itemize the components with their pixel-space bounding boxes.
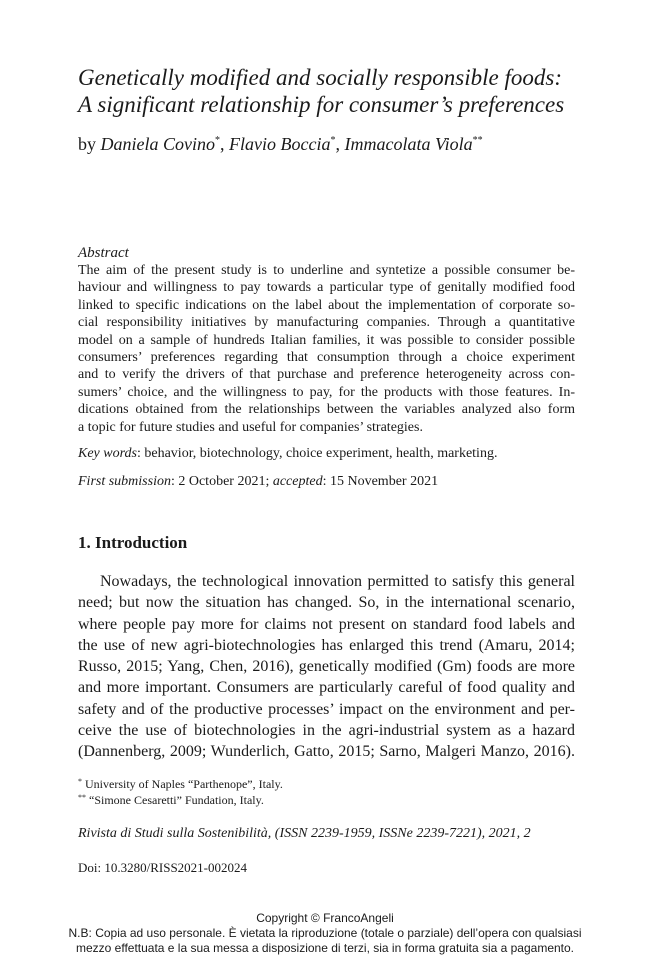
abstract-line: haviour and willingness to pay towards a particular type of genitally modified food: [78, 280, 575, 296]
footnotes: [78, 776, 283, 808]
copyright-line: Copyright © FrancoAngeli: [256, 911, 394, 925]
paragraph-line: (Dannenberg, 2009; Wunderlich, Gatto, 2015; Sarno, Malgeri Manzo, 2016).: [78, 743, 575, 761]
accepted-date: : 15 November 2021: [322, 474, 439, 489]
doi: Doi: 10.3280/RISS2021-002024: [78, 860, 248, 875]
accepted-label: accepted: [272, 474, 323, 489]
title-line-2: A significant relationship for consumer’s preferences: [78, 92, 565, 117]
author-affiliation-mark: *: [330, 135, 336, 146]
keywords: [78, 446, 497, 462]
article-title: [78, 64, 598, 118]
abstract-heading: Abstract: [78, 245, 129, 261]
footnote-mark: **: [78, 793, 86, 802]
author-prefix: by: [78, 134, 101, 154]
author-name: Flavio Boccia: [229, 134, 331, 154]
author-separator: ,: [335, 134, 345, 154]
author-affiliation-mark: **: [472, 135, 483, 146]
first-submission-date: : 2 October 2021;: [170, 474, 273, 489]
author-name: Immacolata Viola: [344, 134, 473, 154]
keywords-text: : behavior, biotechnology, choice experiment, health, marketing.: [136, 446, 498, 461]
submission-dates: [78, 474, 438, 490]
paragraph-line: and more important. Consumers are particularly careful of food quality and: [78, 679, 575, 697]
abstract-line: cial responsibility initiatives by manufacturing companies. Through a quantitative: [78, 315, 575, 331]
paragraph-line: safety and of the productive processes’ impact on the environment and per-: [78, 700, 575, 718]
abstract-line: The aim of the present study is to underline and syntetize a possible consumer be-: [78, 263, 575, 278]
copyright-disclaimer-line: mezzo effettuata e la sua messa a disposizione di terzi, sia in forma gratuita sia a pagamento.: [75, 941, 575, 955]
abstract-line: sumers’ choice, and the willingness to pay, for the products with those features. In-: [78, 384, 575, 400]
footnote: [78, 776, 283, 792]
title-line-1: Genetically modified and socially responsible foods:: [78, 65, 562, 90]
footnote-text: University of Naples “Parthenope”, Italy.: [82, 777, 283, 791]
author-affiliation-mark: *: [215, 135, 220, 146]
paragraph-line: where people pay more for claims not present on standard food labels and: [78, 615, 575, 633]
copyright-disclaimer-line: N.B: Copia ad uso personale. È vietata la riproduzione (totale o parziale) dell’opera con qualsiasi: [68, 926, 582, 940]
paragraph-line: ceive the use of biotechnologies in the agri-industrial system as a hazard: [78, 722, 575, 740]
abstract-line: a topic for future studies and useful for companies’ strategies.: [78, 419, 423, 435]
section-heading: 1. Introduction: [78, 533, 188, 552]
abstract-line: dications obtained from the relationships between the variables analyzed also form: [78, 402, 575, 418]
author-separator: ,: [220, 134, 229, 154]
footnote-mark: *: [78, 777, 82, 786]
footnote: [78, 792, 283, 808]
footnote-text: “Simone Cesaretti” Fundation, Italy.: [86, 793, 264, 807]
abstract-body: [78, 262, 575, 436]
abstract-line: and to verify the drivers of that purchase and preference heterogeneity across con-: [78, 367, 575, 383]
introduction-paragraph: [78, 571, 575, 763]
paragraph-line: Nowadays, the technological innovation permitted to satisfy this general: [100, 573, 575, 590]
author-line: [78, 134, 483, 155]
author-name: Daniela Covino: [100, 134, 215, 154]
abstract-line: consumers’ preferences regarding that consumption through a choice experiment: [78, 350, 575, 366]
abstract-line: model on a sample of hundreds Italian families, it was possible to consider possible: [78, 332, 575, 348]
abstract-line: linked to specific indications on the label about the implementation of corporate so-: [78, 297, 575, 313]
keywords-label: Key words: [78, 446, 137, 461]
first-submission-label: First submission: [78, 474, 171, 489]
paragraph-line: Russo, 2015; Yang, Chen, 2016), genetically modified (Gm) foods are more: [78, 658, 575, 676]
copyright-notice: [0, 911, 650, 956]
journal-citation: Rivista di Studi sulla Sostenibilità, (ISSN 2239-1959, ISSNe 2239-7221), 2021, 2: [78, 826, 531, 841]
paragraph-line: the use of new agri-biotechnologies has enlarged this trend (Amaru, 2014;: [78, 636, 575, 654]
paragraph-line: need; but now the situation has changed. So, in the international scenario,: [78, 594, 575, 612]
